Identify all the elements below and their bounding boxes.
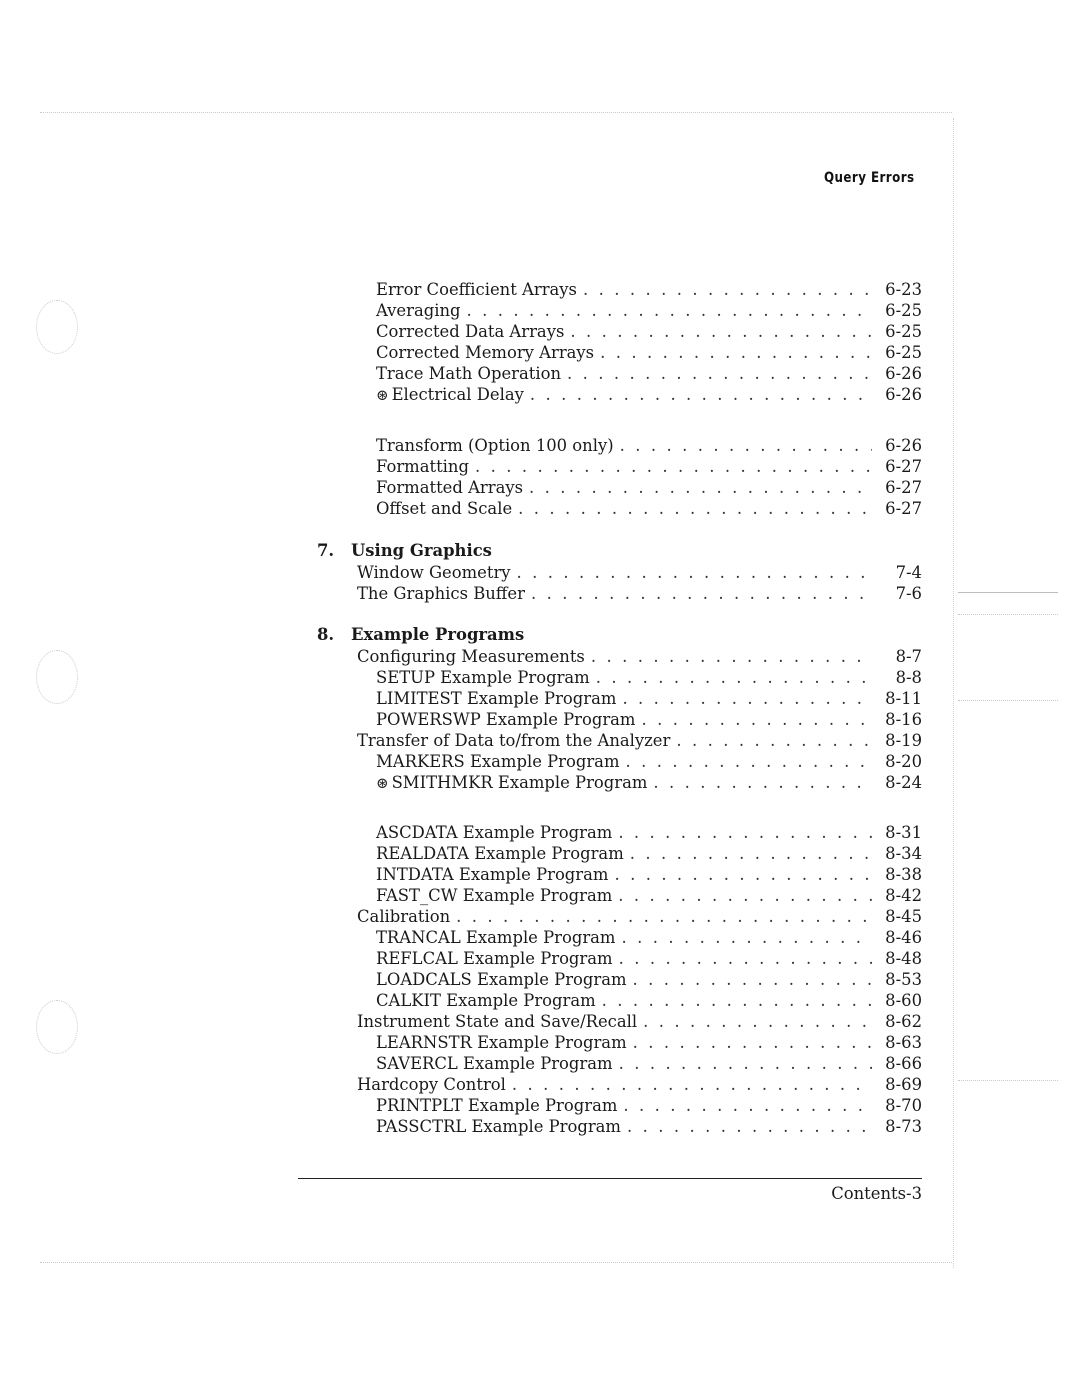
toc-page-number: 8-38 bbox=[885, 865, 922, 884]
toc-entry[interactable] bbox=[300, 709, 922, 730]
toc-page-number: 8-34 bbox=[885, 844, 922, 863]
toc-entry-text: SMITHMKR Example Program bbox=[391, 773, 648, 792]
toc-entry-label: PASSCTRL Example Program bbox=[376, 1117, 621, 1136]
toc-entry-label: FAST_CW Example Program bbox=[376, 886, 613, 905]
dot-leader bbox=[596, 667, 872, 688]
toc-page-number: 6-25 bbox=[885, 322, 922, 341]
dot-leader bbox=[614, 864, 872, 885]
scan-top-dotted-rule bbox=[40, 112, 952, 113]
toc-page-number: 8-70 bbox=[885, 1096, 922, 1115]
toc-page-number: 6-26 bbox=[885, 364, 922, 383]
toc-entry-label: Instrument State and Save/Recall bbox=[357, 1012, 638, 1031]
toc-entry[interactable] bbox=[300, 990, 922, 1011]
toc-entry[interactable] bbox=[300, 384, 922, 405]
toc-entry-label: REALDATA Example Program bbox=[376, 844, 624, 863]
toc-entry-label: SAVERCL Example Program bbox=[376, 1054, 613, 1073]
toc-entry[interactable] bbox=[300, 948, 922, 969]
toc-page-number: 8-20 bbox=[885, 752, 922, 771]
toc-entry-label: LIMITEST Example Program bbox=[376, 689, 617, 708]
dot-leader bbox=[619, 948, 872, 969]
chapter-heading[interactable] bbox=[317, 540, 492, 562]
toc-entry[interactable] bbox=[300, 822, 922, 843]
toc-entry-label: LOADCALS Example Program bbox=[376, 970, 627, 989]
toc-page-number: 7-4 bbox=[895, 563, 922, 582]
toc-page-number: 8-24 bbox=[885, 773, 922, 792]
toc-entry-label: Window Geometry bbox=[357, 563, 511, 582]
toc-entry[interactable] bbox=[300, 843, 922, 864]
dot-leader bbox=[641, 709, 872, 730]
scan-bottom-dotted-rule bbox=[40, 1262, 952, 1263]
chapter-title: Using Graphics bbox=[351, 541, 492, 560]
dot-leader bbox=[630, 843, 872, 864]
toc-entry[interactable] bbox=[300, 751, 922, 772]
toc-entry[interactable] bbox=[300, 435, 922, 456]
toc-entry[interactable] bbox=[300, 688, 922, 709]
dot-leader bbox=[618, 885, 872, 906]
toc-page-number: 8-46 bbox=[885, 928, 922, 947]
toc-entry[interactable] bbox=[300, 498, 922, 519]
toc-page-number: 6-25 bbox=[885, 301, 922, 320]
toc-entry-label: Transfer of Data to/from the Analyzer bbox=[357, 731, 671, 750]
toc-entry[interactable] bbox=[300, 906, 922, 927]
toc-entry-label: Trace Math Operation bbox=[376, 364, 562, 383]
scan-right-edge bbox=[953, 118, 954, 1268]
toc-page-number: 6-27 bbox=[885, 457, 922, 476]
toc-page-number: 8-8 bbox=[895, 668, 922, 687]
toc-entry-label bbox=[376, 384, 524, 406]
toc-page-number: 8-19 bbox=[885, 731, 922, 750]
toc-page-number: 8-42 bbox=[885, 886, 922, 905]
punch-hole bbox=[36, 650, 78, 704]
dot-leader bbox=[676, 730, 872, 751]
dot-leader bbox=[530, 384, 872, 405]
dot-leader bbox=[583, 279, 872, 300]
dot-leader bbox=[621, 927, 872, 948]
dot-leader bbox=[531, 583, 872, 604]
toc-entry[interactable] bbox=[300, 1011, 922, 1032]
toc-entry-label: POWERSWP Example Program bbox=[376, 710, 636, 729]
toc-entry[interactable] bbox=[300, 969, 922, 990]
dot-leader bbox=[602, 990, 872, 1011]
toc-page-number: 6-26 bbox=[885, 385, 922, 404]
toc-page-number: 8-60 bbox=[885, 991, 922, 1010]
toc-page-number: 7-6 bbox=[895, 584, 922, 603]
scan-side-rule bbox=[958, 700, 1058, 701]
toc-page-number: 8-48 bbox=[885, 949, 922, 968]
dot-leader bbox=[456, 906, 872, 927]
chapter-number: 8. bbox=[317, 625, 335, 644]
toc-entry-label: LEARNSTR Example Program bbox=[376, 1033, 627, 1052]
toc-entry[interactable] bbox=[300, 885, 922, 906]
toc-entry-label: REFLCAL Example Program bbox=[376, 949, 613, 968]
toc-entry[interactable] bbox=[300, 667, 922, 688]
toc-entry[interactable] bbox=[300, 1032, 922, 1053]
toc-page-number: 8-62 bbox=[885, 1012, 922, 1031]
toc-entry-label: INTDATA Example Program bbox=[376, 865, 609, 884]
chapter-title: Example Programs bbox=[351, 625, 525, 644]
toc-entry[interactable] bbox=[300, 363, 922, 384]
toc-page-number: 8-69 bbox=[885, 1075, 922, 1094]
toc-page-number: 6-27 bbox=[885, 499, 922, 518]
option-symbol-icon: ⊛ bbox=[376, 386, 389, 404]
toc-entry-label: Formatting bbox=[376, 457, 469, 476]
toc-entry[interactable] bbox=[300, 279, 922, 300]
dot-leader bbox=[517, 562, 872, 583]
toc-entry-label: Corrected Data Arrays bbox=[376, 322, 565, 341]
footer-rule bbox=[298, 1178, 922, 1179]
toc-entry[interactable] bbox=[300, 1116, 922, 1137]
toc-entry-label: The Graphics Buffer bbox=[357, 584, 525, 603]
toc-entry-label: Formatted Arrays bbox=[376, 478, 524, 497]
option-symbol-icon: ⊛ bbox=[376, 774, 389, 792]
toc-entry[interactable] bbox=[300, 646, 922, 667]
dot-leader bbox=[567, 363, 872, 384]
dot-leader bbox=[626, 751, 873, 772]
toc-entry-label: TRANCAL Example Program bbox=[376, 928, 616, 947]
chapter-heading[interactable] bbox=[317, 624, 524, 646]
toc-entry-label: Error Coefficient Arrays bbox=[376, 280, 577, 299]
scan-side-rule bbox=[958, 614, 1058, 615]
toc-page-number: 8-66 bbox=[885, 1054, 922, 1073]
dot-leader bbox=[633, 969, 872, 990]
toc-entry[interactable] bbox=[300, 456, 922, 477]
dot-leader bbox=[653, 772, 872, 793]
toc-entry[interactable] bbox=[300, 864, 922, 885]
dot-leader bbox=[623, 1095, 872, 1116]
running-header: Query Errors bbox=[823, 170, 914, 186]
toc-entry[interactable] bbox=[300, 1074, 922, 1095]
dot-leader bbox=[591, 646, 872, 667]
toc-entry[interactable] bbox=[300, 583, 922, 604]
dot-leader bbox=[600, 342, 872, 363]
toc-page-number: 8-11 bbox=[885, 689, 922, 708]
toc-entry-label: CALKIT Example Program bbox=[376, 991, 596, 1010]
dot-leader bbox=[518, 498, 872, 519]
toc-entry-label: SETUP Example Program bbox=[376, 668, 590, 687]
toc-entry[interactable] bbox=[300, 562, 922, 583]
toc-entry-label bbox=[376, 772, 647, 794]
dot-leader bbox=[512, 1074, 872, 1095]
toc-page-number: 8-7 bbox=[895, 647, 922, 666]
toc-page-number: 6-26 bbox=[885, 436, 922, 455]
toc-entry[interactable] bbox=[300, 342, 922, 363]
toc-page-number: 8-16 bbox=[885, 710, 922, 729]
toc-entry[interactable] bbox=[300, 927, 922, 948]
toc-page-number: 6-25 bbox=[885, 343, 922, 362]
dot-leader bbox=[627, 1116, 872, 1137]
toc-entry-label: PRINTPLT Example Program bbox=[376, 1096, 618, 1115]
toc-entry-label: Offset and Scale bbox=[376, 499, 513, 518]
toc-entry-label: Corrected Memory Arrays bbox=[376, 343, 595, 362]
toc-page-number: 8-45 bbox=[885, 907, 922, 926]
dot-leader bbox=[618, 822, 872, 843]
toc-entry-label: ASCDATA Example Program bbox=[376, 823, 613, 842]
toc-page-number: 8-73 bbox=[885, 1117, 922, 1136]
toc-entry[interactable] bbox=[300, 477, 922, 498]
dot-leader bbox=[633, 1032, 872, 1053]
toc-entry[interactable] bbox=[300, 730, 922, 751]
toc-entry[interactable] bbox=[300, 1095, 922, 1116]
toc-entry[interactable] bbox=[300, 321, 922, 342]
toc-page-number: 8-53 bbox=[885, 970, 922, 989]
dot-leader bbox=[619, 1053, 872, 1074]
toc-entry-text: Electrical Delay bbox=[391, 385, 524, 404]
dot-leader bbox=[620, 435, 872, 456]
toc-entry-label: Hardcopy Control bbox=[357, 1075, 506, 1094]
dot-leader bbox=[622, 688, 872, 709]
dot-leader bbox=[529, 477, 872, 498]
dot-leader bbox=[475, 456, 872, 477]
page-number-footer: Contents-3 bbox=[831, 1184, 922, 1203]
toc-entry-label: Calibration bbox=[357, 907, 451, 926]
toc-entry-label: Configuring Measurements bbox=[357, 647, 585, 666]
toc-entry-label: MARKERS Example Program bbox=[376, 752, 620, 771]
toc-entry-label: Averaging bbox=[376, 301, 461, 320]
toc-page-number: 8-63 bbox=[885, 1033, 922, 1052]
toc-page-number: 6-27 bbox=[885, 478, 922, 497]
scan-side-rule bbox=[958, 592, 1058, 593]
scan-side-rule bbox=[958, 1080, 1058, 1081]
toc-entry[interactable] bbox=[300, 772, 922, 793]
toc-page-number: 8-31 bbox=[885, 823, 922, 842]
toc-entry[interactable] bbox=[300, 300, 922, 321]
toc-page-number: 6-23 bbox=[885, 280, 922, 299]
chapter-number: 7. bbox=[317, 541, 335, 560]
toc-entry-label: Transform (Option 100 only) bbox=[376, 436, 614, 455]
toc-entry[interactable] bbox=[300, 1053, 922, 1074]
dot-leader bbox=[643, 1011, 872, 1032]
punch-hole bbox=[36, 300, 78, 354]
dot-leader bbox=[570, 321, 872, 342]
punch-hole bbox=[36, 1000, 78, 1054]
dot-leader bbox=[467, 300, 872, 321]
